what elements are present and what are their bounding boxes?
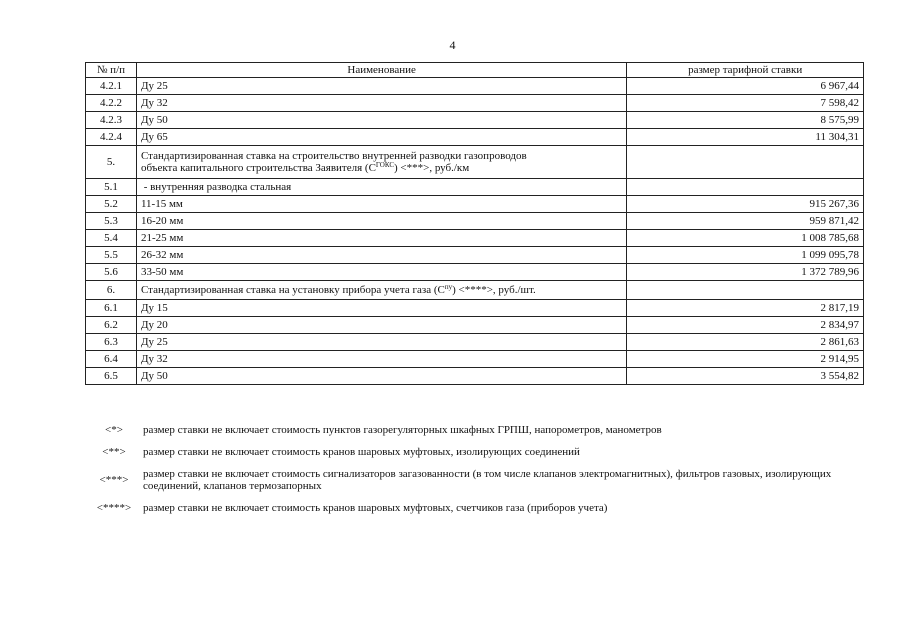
footnote-text: размер ставки не включает стоимость сигнализаторов загазованности (в том числе клапанов электромагнитных), фильтров газовых, изолирующих соединений, клапанов термозапорных	[143, 468, 832, 492]
row-number: 4.2.2	[86, 95, 137, 112]
row-name: Ду 50	[136, 112, 626, 129]
row-name-line2-pre: объекта капитального строительства Заявителя (С	[140, 162, 376, 174]
row-rate: 2 861,63	[627, 334, 864, 351]
tariff-table	[85, 62, 864, 385]
footnote-text: размер ставки не включает стоимость кранов шаровых муфтовых, счетчиков газа (приборов учета)	[143, 502, 608, 514]
row-name: Ду 32	[136, 95, 626, 112]
row-rate: 3 554,82	[627, 368, 864, 385]
row-number: 5.	[86, 146, 137, 179]
row-number: 5.5	[86, 247, 137, 264]
footnote	[85, 446, 864, 458]
footnote-text: размер ставки не включает стоимость пунктов газорегуляторных шкафных ГРПШ, напорометров, манометров	[143, 424, 662, 436]
row-name: - внутренняя разводка стальная	[136, 179, 626, 196]
row-number: 4.2.3	[86, 112, 137, 129]
table-row	[86, 368, 864, 385]
table-row	[86, 95, 864, 112]
table-row	[86, 264, 864, 281]
row-name: 21-25 мм	[136, 230, 626, 247]
row-name-line2-post: ) <***>, руб./км	[394, 162, 470, 174]
row-number: 6.4	[86, 351, 137, 368]
row-name-pre: Стандартизированная ставка на установку прибора учета газа (С	[140, 284, 445, 296]
header-name: Наименование	[136, 63, 626, 78]
row-number: 6.1	[86, 300, 137, 317]
row-name: 26-32 мм	[136, 247, 626, 264]
row-number: 6.2	[86, 317, 137, 334]
table-row	[86, 213, 864, 230]
table-row	[86, 129, 864, 146]
row-rate: 6 967,44	[627, 78, 864, 95]
row-name: Ду 15	[136, 300, 626, 317]
row-rate	[627, 179, 864, 196]
row-number: 5.2	[86, 196, 137, 213]
footnote-mark: <***>	[99, 474, 129, 486]
row-number: 5.1	[86, 179, 137, 196]
table-row	[86, 334, 864, 351]
row-name-post: ) <****>, руб./шт.	[452, 284, 536, 296]
table-row	[86, 300, 864, 317]
page-number: 4	[449, 38, 456, 52]
table-row	[86, 247, 864, 264]
row-rate: 2 914,95	[627, 351, 864, 368]
row-rate: 1 099 095,78	[627, 247, 864, 264]
row-name: Ду 50	[136, 368, 626, 385]
footnote-mark: <*>	[105, 424, 123, 436]
row-rate: 2 817,19	[627, 300, 864, 317]
row-number: 4.2.4	[86, 129, 137, 146]
row-name: 11-15 мм	[136, 196, 626, 213]
row-name: Ду 20	[136, 317, 626, 334]
table-row	[86, 112, 864, 129]
row-rate: 7 598,42	[627, 95, 864, 112]
row-name-superscript: ГОКС	[375, 161, 394, 169]
row-number: 5.4	[86, 230, 137, 247]
row-rate: 959 871,42	[627, 213, 864, 230]
header-rate: размер тарифной ставки	[627, 63, 864, 78]
row-rate: 915 267,36	[627, 196, 864, 213]
footnote	[85, 468, 864, 492]
row-number: 4.2.1	[86, 78, 137, 95]
table-row	[86, 317, 864, 334]
row-number: 6.	[86, 281, 137, 300]
footnotes	[85, 424, 864, 524]
footnote-text: размер ставки не включает стоимость кранов шаровых муфтовых, изолирующих соединений	[143, 446, 580, 458]
footnote-mark: <****>	[96, 502, 132, 514]
row-name	[136, 146, 626, 179]
footnote-mark: <**>	[102, 446, 126, 458]
table-row-section	[86, 146, 864, 179]
row-rate	[627, 281, 864, 300]
row-name: Ду 25	[136, 78, 626, 95]
row-number: 6.5	[86, 368, 137, 385]
table-row	[86, 196, 864, 213]
table-row-section	[86, 281, 864, 300]
row-rate: 8 575,99	[627, 112, 864, 129]
row-name-superscript: пу	[444, 283, 453, 291]
table-row	[86, 351, 864, 368]
table-row	[86, 230, 864, 247]
row-number: 5.6	[86, 264, 137, 281]
row-name: 33-50 мм	[136, 264, 626, 281]
row-name: Ду 25	[136, 334, 626, 351]
table-row	[86, 179, 864, 196]
row-rate: 2 834,97	[627, 317, 864, 334]
row-rate	[627, 146, 864, 179]
header-number: № п/п	[86, 63, 137, 78]
row-number: 5.3	[86, 213, 137, 230]
row-name: Ду 65	[136, 129, 626, 146]
row-name-line1: Стандартизированная ставка на строительство внутренней разводки газопроводов	[140, 150, 527, 162]
row-number: 6.3	[86, 334, 137, 351]
footnote	[85, 502, 864, 514]
row-name	[136, 281, 626, 300]
row-rate: 11 304,31	[627, 129, 864, 146]
footnote	[85, 424, 864, 436]
row-rate: 1 372 789,96	[627, 264, 864, 281]
table-row	[86, 78, 864, 95]
row-name: 16-20 мм	[136, 213, 626, 230]
table-header-row	[86, 63, 864, 78]
row-name: Ду 32	[136, 351, 626, 368]
row-rate: 1 008 785,68	[627, 230, 864, 247]
